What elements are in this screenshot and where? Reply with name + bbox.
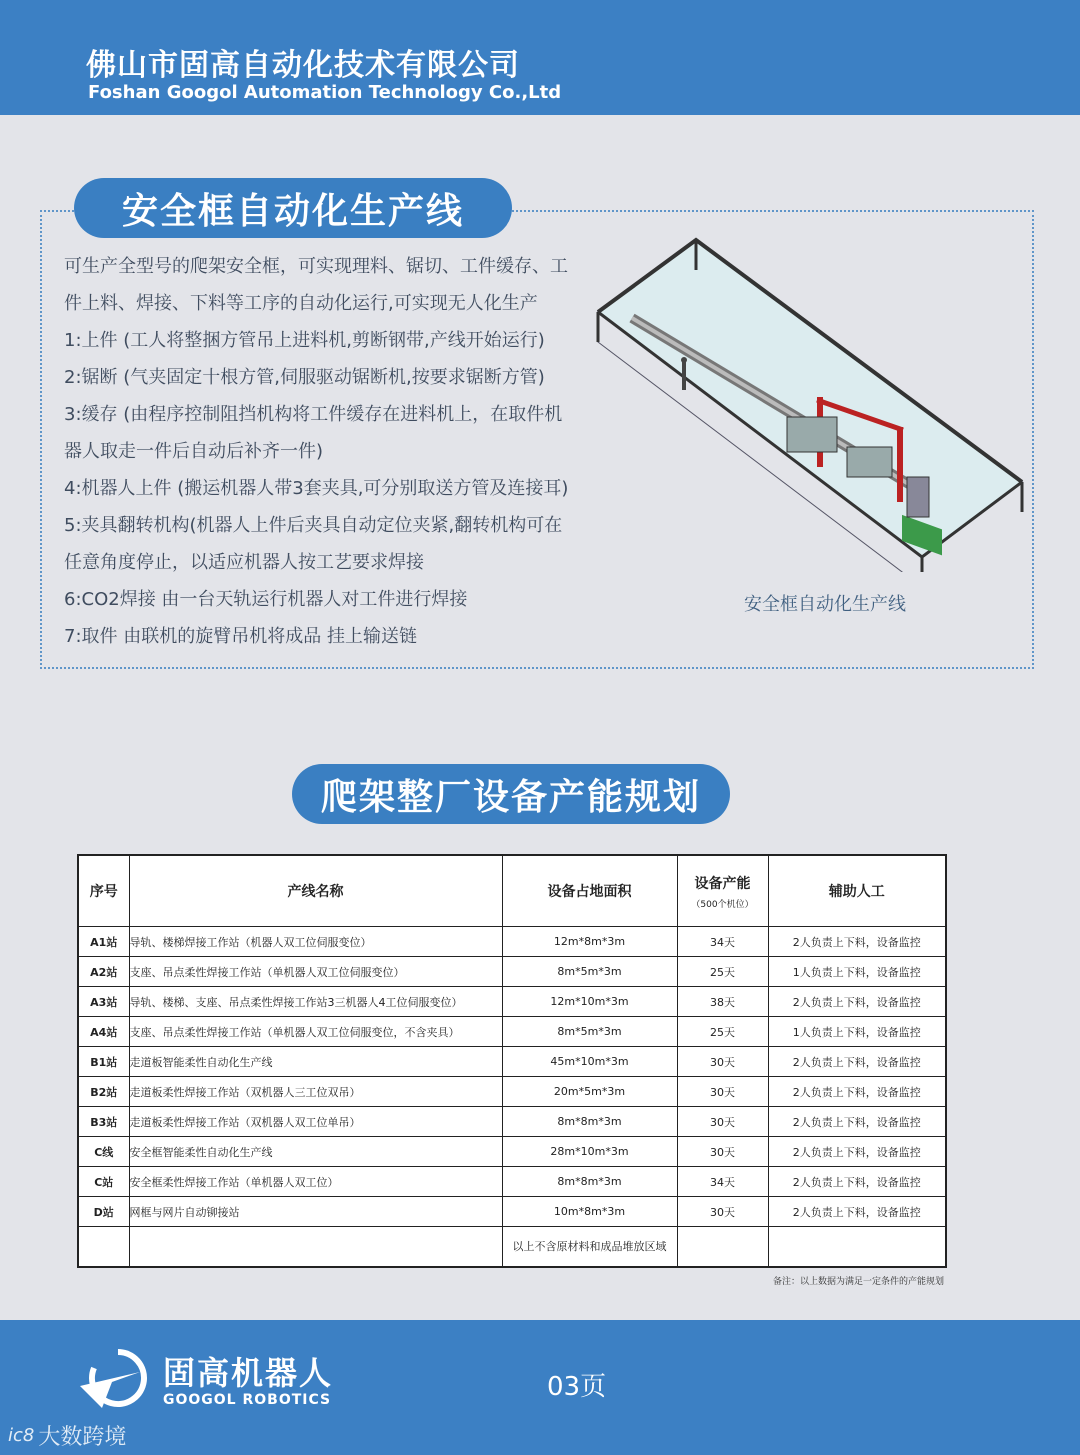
- header-id: 序号: [78, 855, 129, 927]
- capacity-table: [77, 854, 947, 1268]
- cell-area: 8m*8m*3m: [502, 1167, 677, 1197]
- watermark-text: 大数跨境: [38, 1425, 127, 1450]
- table-row: [78, 1107, 946, 1137]
- company-name-cn: 佛山市固高自动化技术有限公司: [86, 48, 520, 83]
- empty-cell: [129, 1227, 502, 1267]
- table-row: [78, 1137, 946, 1167]
- table-note: 以上不含原材料和成品堆放区域: [502, 1227, 677, 1267]
- page-number: 03页: [547, 1372, 607, 1402]
- header-area: 设备占地面积: [502, 855, 677, 927]
- cell-name: 支座、吊点柔性焊接工作站（单机器人双工位伺服变位）: [129, 957, 502, 987]
- cell-area: 28m*10m*3m: [502, 1137, 677, 1167]
- header-labor: 辅助人工: [768, 855, 946, 927]
- cell-id: A2站: [78, 957, 129, 987]
- cell-capacity: 25天: [677, 1017, 768, 1047]
- cell-labor: 2人负责上下料，设备监控: [768, 1047, 946, 1077]
- watermark: [8, 1420, 126, 1451]
- cell-area: 12m*8m*3m: [502, 927, 677, 957]
- description-line: 6:CO2焊接 由一台天轨运行机器人对工件进行焊接: [64, 589, 468, 610]
- cell-area: 8m*5m*3m: [502, 957, 677, 987]
- table-row: [78, 987, 946, 1017]
- table-row: [78, 1017, 946, 1047]
- cell-labor: 1人负责上下料，设备监控: [768, 1017, 946, 1047]
- cell-name: 走道板柔性焊接工作站（双机器人三工位双吊）: [129, 1077, 502, 1107]
- cell-area: 12m*10m*3m: [502, 987, 677, 1017]
- cell-capacity: 34天: [677, 927, 768, 957]
- company-name-en: Foshan Googol Automation Technology Co.,Ltd: [88, 82, 562, 103]
- cell-labor: 2人负责上下料，设备监控: [768, 1137, 946, 1167]
- cell-area: 8m*8m*3m: [502, 1107, 677, 1137]
- cell-labor: 1人负责上下料，设备监控: [768, 957, 946, 987]
- table-row: [78, 1047, 946, 1077]
- production-line-illustration: [592, 232, 1032, 572]
- cell-labor: 2人负责上下料，设备监控: [768, 1167, 946, 1197]
- header-capacity-label: 设备产能: [694, 875, 751, 892]
- cell-name: 走道板柔性焊接工作站（双机器人双工位单吊）: [129, 1107, 502, 1137]
- description-line: 5:夹具翻转机构(机器人上件后夹具自动定位夹紧,翻转机构可在: [64, 515, 563, 536]
- cell-area: 8m*5m*3m: [502, 1017, 677, 1047]
- table-row: [78, 957, 946, 987]
- header-capacity-sub: （500个机位）: [691, 899, 754, 910]
- cell-id: C站: [78, 1167, 129, 1197]
- brand-name-en: GOOGOL ROBOTICS: [163, 1392, 332, 1408]
- description-line: 件上料、焊接、下料等工序的自动化运行,可实现无人化生产: [64, 293, 538, 314]
- section-title-capacity-plan: 爬架整厂设备产能规划: [292, 764, 730, 824]
- cell-id: B1站: [78, 1047, 129, 1077]
- cell-capacity: 30天: [677, 1077, 768, 1107]
- description-line: 2:锯断 (气夹固定十根方管,伺服驱动锯断机,按要求锯断方管): [64, 367, 545, 388]
- table-note-row: [78, 1227, 946, 1267]
- cell-area: 20m*5m*3m: [502, 1077, 677, 1107]
- cell-name: 走道板智能柔性自动化生产线: [129, 1047, 502, 1077]
- cell-labor: 2人负责上下料，设备监控: [768, 927, 946, 957]
- description-line: 1:上件 (工人将整捆方管吊上进料机,剪断钢带,产线开始运行): [64, 330, 545, 351]
- cell-id: D站: [78, 1197, 129, 1227]
- illustration-caption: 安全框自动化生产线: [744, 594, 906, 615]
- production-line-description: [64, 248, 604, 655]
- description-line: 器人取走一件后自动后补齐一件): [64, 441, 324, 462]
- description-line: 3:缓存 (由程序控制阻挡机构将工件缓存在进料机上，在取件机: [64, 404, 563, 425]
- cell-name: 导轨、楼梯焊接工作站（机器人双工位伺服变位）: [129, 927, 502, 957]
- cell-name: 安全框智能柔性自动化生产线: [129, 1137, 502, 1167]
- description-line: 可生产全型号的爬架安全框，可实现理料、锯切、工件缓存、工: [64, 256, 568, 277]
- empty-cell: [768, 1227, 946, 1267]
- cell-labor: 2人负责上下料，设备监控: [768, 987, 946, 1017]
- cell-id: B3站: [78, 1107, 129, 1137]
- table-row: [78, 1167, 946, 1197]
- cell-id: A4站: [78, 1017, 129, 1047]
- cell-id: A1站: [78, 927, 129, 957]
- cell-name: 安全框柔性焊接工作站（单机器人双工位）: [129, 1167, 502, 1197]
- cell-capacity: 38天: [677, 987, 768, 1017]
- cell-capacity: 30天: [677, 1047, 768, 1077]
- cell-capacity: 30天: [677, 1107, 768, 1137]
- cell-capacity: 25天: [677, 957, 768, 987]
- brand-name-cn: 固高机器人: [163, 1354, 334, 1392]
- cell-name: 网框与网片自动铆接站: [129, 1197, 502, 1227]
- cell-capacity: 30天: [677, 1197, 768, 1227]
- section-title-production-line: 安全框自动化生产线: [74, 178, 512, 238]
- description-line: 4:机器人上件 (搬运机器人带3套夹具,可分别取送方管及连接耳): [64, 478, 569, 499]
- description-line: 7:取件 由联机的旋臂吊机将成品 挂上输送链: [64, 626, 417, 647]
- cell-id: B2站: [78, 1077, 129, 1107]
- googol-logo-icon: [78, 1346, 150, 1412]
- cell-labor: 2人负责上下料，设备监控: [768, 1077, 946, 1107]
- cell-capacity: 34天: [677, 1167, 768, 1197]
- table-row: [78, 1197, 946, 1227]
- cell-labor: 2人负责上下料，设备监控: [768, 1197, 946, 1227]
- header-capacity: [677, 855, 768, 927]
- cell-area: 10m*8m*3m: [502, 1197, 677, 1227]
- cell-area: 45m*10m*3m: [502, 1047, 677, 1077]
- empty-cell: [78, 1227, 129, 1267]
- cell-id: C线: [78, 1137, 129, 1167]
- cell-name: 支座、吊点柔性焊接工作站（单机器人双工位伺服变位，不含夹具）: [129, 1017, 502, 1047]
- description-line: 任意角度停止，以适应机器人按工艺要求焊接: [64, 552, 424, 573]
- cell-capacity: 30天: [677, 1137, 768, 1167]
- table-row: [78, 927, 946, 957]
- watermark-logo-icon: ic8: [8, 1425, 35, 1446]
- empty-cell: [677, 1227, 768, 1267]
- cell-id: A3站: [78, 987, 129, 1017]
- table-row: [78, 1077, 946, 1107]
- page-footer: [0, 1320, 1080, 1455]
- table-remark: 备注：以上数据为满足一定条件的产能规划: [773, 1277, 945, 1287]
- cell-name: 导轨、楼梯、支座、吊点柔性焊接工作站3三机器人4工位伺服变位）: [129, 987, 502, 1017]
- header-name: 产线名称: [129, 855, 502, 927]
- table-header-row: [78, 855, 946, 927]
- cell-labor: 2人负责上下料，设备监控: [768, 1107, 946, 1137]
